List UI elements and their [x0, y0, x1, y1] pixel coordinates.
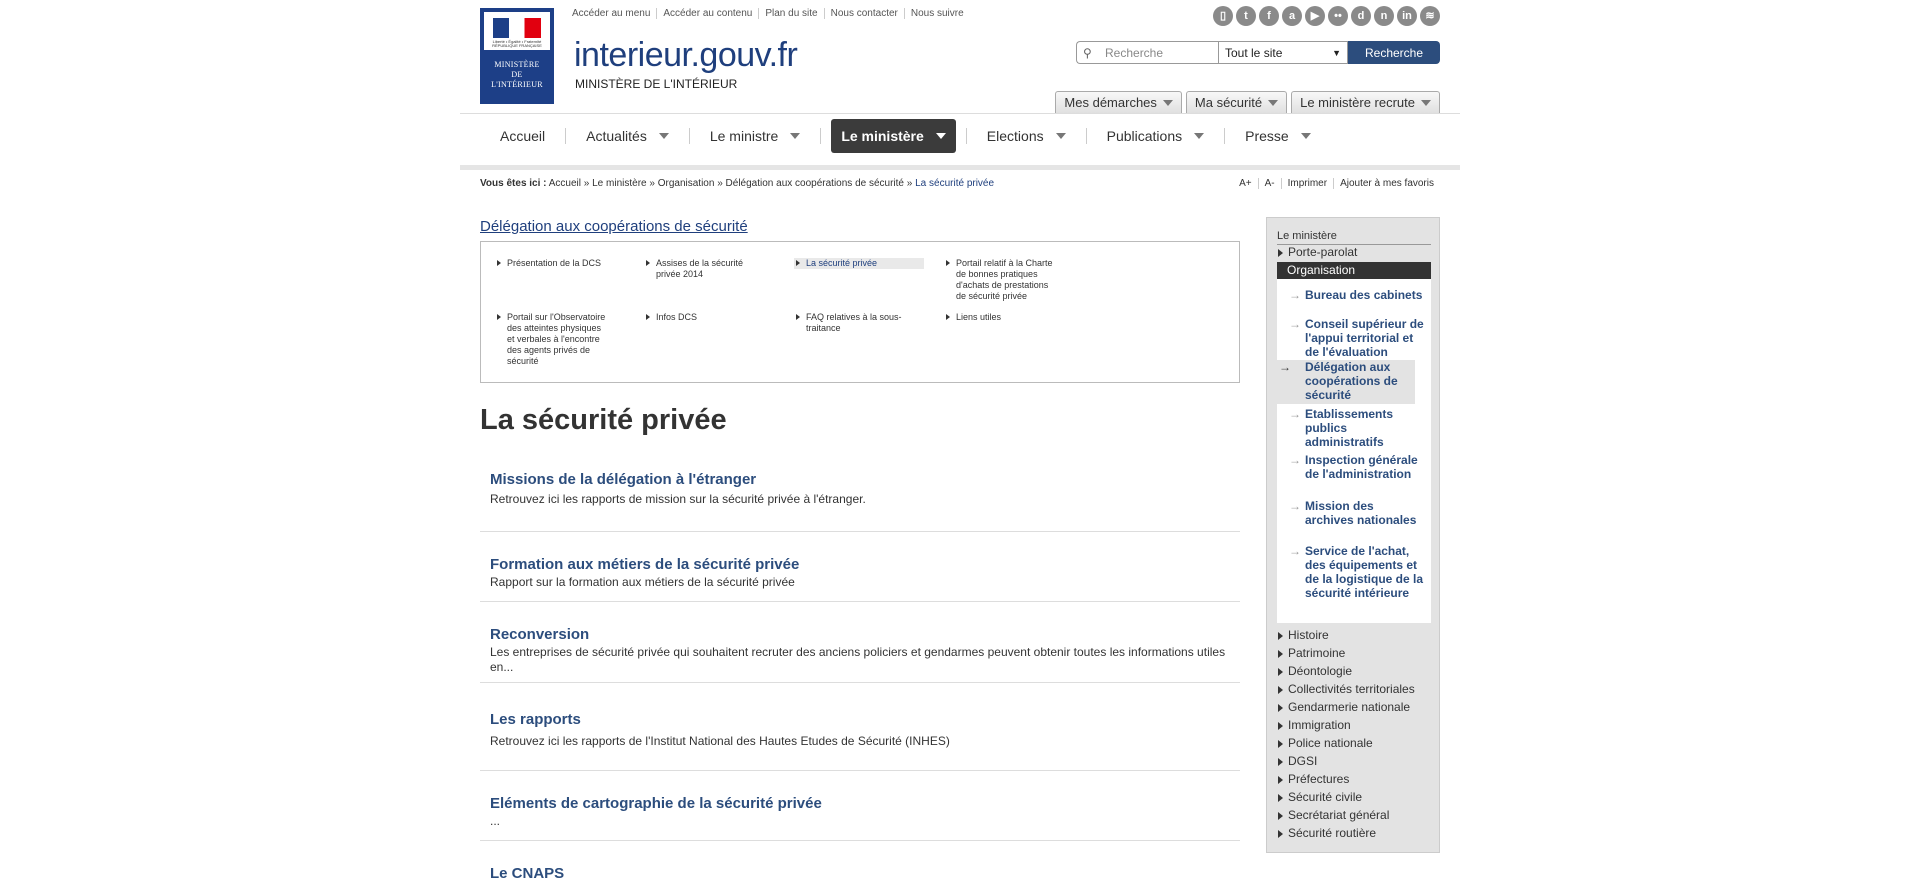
- caret-down-icon: [1421, 100, 1431, 106]
- nav-elections[interactable]: [977, 119, 1076, 153]
- tab-label: Ma sécurité: [1194, 95, 1263, 110]
- caret-down-icon: [1194, 133, 1204, 139]
- list-item: [480, 711, 1240, 771]
- entry-description: ...: [490, 814, 501, 828]
- section-title[interactable]: Délégation aux coopérations de sécurité: [480, 218, 748, 235]
- sidebar-subitem-label: Bureau des cabinets: [1305, 288, 1423, 302]
- arrow-right-icon: →: [1289, 544, 1301, 558]
- sidebar-item[interactable]: Sécurité routière: [1277, 826, 1376, 840]
- sidebar-submenu: [1277, 279, 1431, 623]
- submenu-item[interactable]: Portail sur l'Observatoire des atteintes physiques et verbales à l'encontre des agents privés de sécurité: [495, 312, 610, 367]
- sidebar-subitem[interactable]: [1289, 499, 1424, 527]
- nav-le-ministere[interactable]: [831, 119, 955, 153]
- sidebar-subitem[interactable]: [1289, 544, 1424, 600]
- dailymotion-icon[interactable]: d: [1351, 6, 1371, 26]
- sidebar-item[interactable]: Porte-parolat: [1277, 245, 1357, 259]
- page-wrapper: [460, 0, 1460, 895]
- twitter-icon[interactable]: t: [1236, 6, 1256, 26]
- breadcrumb-current: La sécurité privée: [915, 178, 995, 189]
- arrow-right-icon: →: [1289, 453, 1301, 467]
- list-item: [480, 865, 1240, 895]
- list-item: [480, 471, 1240, 532]
- sidebar-item[interactable]: Collectivités territoriales: [1277, 682, 1415, 696]
- sidebar-item[interactable]: Déontologie: [1277, 664, 1352, 678]
- tab-ma-securite[interactable]: [1186, 91, 1287, 113]
- entry-description: Retrouvez ici les rapports de mission sur la sécurité privée à l'étranger.: [490, 492, 866, 506]
- search-scope-select[interactable]: [1218, 41, 1348, 64]
- entry-title[interactable]: Eléments de cartographie de la sécurité privée: [490, 795, 822, 812]
- list-item: [480, 556, 1240, 602]
- sidebar-item[interactable]: Police nationale: [1277, 736, 1373, 750]
- nav-label: Presse: [1245, 128, 1289, 144]
- nav-separator: [1224, 128, 1225, 144]
- tab-label: Le ministère recrute: [1300, 95, 1415, 110]
- sidebar-item[interactable]: Immigration: [1277, 718, 1351, 732]
- submenu-item[interactable]: Portail relatif à la Charte de bonnes pratiques d'achats de prestations de sécurité privée: [944, 258, 1059, 302]
- print-button[interactable]: Imprimer: [1281, 178, 1333, 189]
- link-contact[interactable]: Nous contacter: [824, 8, 904, 19]
- entry-description: Retrouvez ici les rapports de l'Institut National des Hautes Etudes de Sécurité (INHES): [490, 734, 950, 748]
- sidebar-subitem-label: Conseil supérieur de l'appui territorial et de l'évaluation: [1305, 317, 1424, 359]
- breadcrumb-link[interactable]: Délégation aux coopérations de sécurité: [725, 178, 904, 189]
- entry-title[interactable]: Les rapports: [490, 711, 581, 728]
- caret-down-icon: [1056, 133, 1066, 139]
- sidebar-subitem-label: Délégation aux coopérations de sécurité: [1305, 360, 1398, 402]
- nav-label: Publications: [1106, 128, 1183, 144]
- submenu-item-selected[interactable]: La sécurité privée: [794, 258, 924, 269]
- android-icon[interactable]: a: [1282, 6, 1302, 26]
- nav-label: Elections: [986, 128, 1044, 144]
- sidebar-item-current[interactable]: Organisation: [1277, 262, 1431, 279]
- search-icon: ⚲: [1083, 45, 1092, 60]
- logo-line: MINISTÈRE: [494, 60, 540, 69]
- rss-icon[interactable]: ≋: [1420, 6, 1440, 26]
- arrow-right-icon: →: [1289, 288, 1301, 302]
- french-flag-icon: [493, 18, 541, 38]
- font-increase-button[interactable]: A+: [1239, 178, 1252, 189]
- facebook-icon[interactable]: f: [1259, 6, 1279, 26]
- search-placeholder: Recherche: [1105, 45, 1164, 60]
- mobile-icon[interactable]: ▯: [1213, 6, 1233, 26]
- page-title: La sécurité privée: [480, 404, 727, 436]
- search-scope-value: Tout le site: [1225, 45, 1283, 60]
- caret-down-icon: [936, 133, 946, 139]
- nav-separator: [1086, 128, 1087, 144]
- youtube-icon[interactable]: ▶: [1305, 6, 1325, 26]
- add-favorite-button[interactable]: Ajouter à mes favoris: [1333, 178, 1440, 189]
- submenu-item[interactable]: FAQ relatives à la sous-traitance: [794, 312, 909, 334]
- ministry-logo[interactable]: [480, 8, 554, 104]
- caret-down-icon: [659, 133, 669, 139]
- entry-title[interactable]: Le CNAPS: [490, 865, 565, 882]
- caret-down-icon: [790, 133, 800, 139]
- netvibes-icon[interactable]: n: [1374, 6, 1394, 26]
- tab-label: Mes démarches: [1064, 95, 1157, 110]
- submenu-item[interactable]: Assises de la sécurité privée 2014: [644, 258, 759, 280]
- list-item: [480, 795, 1240, 841]
- accessibility-links: [572, 8, 970, 19]
- entry-title[interactable]: Missions de la délégation à l'étranger: [490, 471, 757, 488]
- nav-presse[interactable]: [1235, 119, 1321, 153]
- entry-title[interactable]: Formation aux métiers de la sécurité privée: [490, 556, 800, 573]
- sidebar-item[interactable]: Secrétariat général: [1277, 808, 1389, 822]
- submenu-item[interactable]: Infos DCS: [644, 312, 759, 323]
- nav-label: Actualités: [586, 128, 647, 144]
- sidebar-item[interactable]: Patrimoine: [1277, 646, 1345, 660]
- nav-publications[interactable]: [1097, 119, 1215, 153]
- breadcrumb-link[interactable]: Accueil: [548, 178, 581, 189]
- entry-title[interactable]: Reconversion: [490, 626, 590, 643]
- sidebar-subitem-label: Etablissements publics administratifs: [1305, 407, 1394, 449]
- list-item: [480, 626, 1240, 683]
- sidebar-heading[interactable]: Le ministère: [1277, 230, 1337, 242]
- link-content[interactable]: Accéder au contenu: [656, 8, 758, 19]
- tab-mes-demarches[interactable]: [1055, 91, 1181, 113]
- search-button[interactable]: Recherche: [1348, 41, 1440, 64]
- arrow-right-icon: →: [1289, 317, 1301, 331]
- nav-separator: [565, 128, 566, 144]
- sidebar-subitem-label: Mission des archives nationales: [1305, 499, 1417, 527]
- arrow-right-icon: →: [1289, 407, 1301, 421]
- caret-down-icon: [1268, 100, 1278, 106]
- nav-label: Accueil: [500, 128, 546, 144]
- sidebar-subitem[interactable]: [1289, 453, 1424, 481]
- sidebar-item[interactable]: Histoire: [1277, 628, 1329, 642]
- linkedin-icon[interactable]: in: [1397, 6, 1417, 26]
- sidebar-subitem-label: Inspection générale de l'administration: [1305, 453, 1418, 481]
- section-submenu: [480, 241, 1240, 383]
- nav-separator: [820, 128, 821, 144]
- arrow-right-icon: →: [1289, 499, 1301, 513]
- sidebar-item[interactable]: Gendarmerie nationale: [1277, 700, 1410, 714]
- caret-down-icon: [1163, 100, 1173, 106]
- nav-separator: [966, 128, 967, 144]
- breadcrumb-prefix: Vous êtes ici :: [480, 178, 547, 189]
- nav-actualites[interactable]: [576, 119, 679, 153]
- font-decrease-button[interactable]: A-: [1258, 178, 1281, 189]
- nav-label: Le ministère: [841, 128, 924, 144]
- site-subtitle: MINISTÈRE DE L'INTÉRIEUR: [575, 77, 738, 91]
- link-sitemap[interactable]: Plan du site: [758, 8, 823, 19]
- marianne-emblem: [484, 12, 550, 50]
- nav-accueil[interactable]: [490, 119, 555, 153]
- chevron-down-icon: ▼: [1332, 47, 1341, 58]
- site-title[interactable]: interieur.gouv.fr: [574, 36, 798, 74]
- page-tools: [1233, 178, 1440, 189]
- search-bar: [1076, 41, 1440, 64]
- logo-motto: Liberté • Égalité • Fraternité RÉPUBLIQUE FRANÇAISE: [492, 39, 542, 48]
- nav-label: Le ministre: [709, 128, 779, 144]
- tab-ministere-recrute[interactable]: [1291, 91, 1440, 113]
- nav-separator: [689, 128, 690, 144]
- breadcrumb: Vous êtes ici : Accueil » Le ministère » Organisation » Délégation aux coopérations de sécurité » La sécurité privée: [480, 178, 995, 189]
- sidebar-item[interactable]: Préfectures: [1277, 772, 1349, 786]
- quick-tabs: [1055, 91, 1440, 113]
- sidebar-subitem[interactable]: [1289, 288, 1424, 302]
- link-menu[interactable]: Accéder au menu: [572, 8, 651, 19]
- breadcrumb-link[interactable]: Le ministère: [592, 178, 647, 189]
- main-nav: [460, 113, 1460, 164]
- sidebar-subitem-selected[interactable]: [1277, 360, 1415, 404]
- submenu-item[interactable]: Liens utiles: [944, 312, 1059, 323]
- sidebar-subitem-label: Service de l'achat, des équipements et de la logistique de la sécurité intérieure: [1305, 544, 1424, 600]
- entry-description: Les entreprises de sécurité privée qui souhaitent recruter des anciens policiers et gendarmes peuvent obtenir toutes les informations utiles en...: [490, 645, 1226, 674]
- logo-line: DE: [511, 70, 523, 79]
- nav-le-ministre[interactable]: [700, 119, 810, 153]
- breadcrumb-link[interactable]: Organisation: [657, 178, 715, 189]
- sidebar-subitem[interactable]: [1289, 407, 1424, 449]
- logo-line: L'INTÉRIEUR: [491, 80, 543, 89]
- caret-down-icon: [1301, 133, 1311, 139]
- search-input[interactable]: [1076, 41, 1218, 64]
- sidebar-item[interactable]: DGSI: [1277, 754, 1317, 768]
- sidebar: [1266, 217, 1440, 853]
- sidebar-subitem[interactable]: [1289, 317, 1424, 359]
- sidebar-item[interactable]: Sécurité civile: [1277, 790, 1362, 804]
- arrow-right-icon: →: [1279, 360, 1291, 374]
- link-follow[interactable]: Nous suivre: [904, 8, 970, 19]
- social-icons: [1213, 6, 1440, 26]
- logo-ministry-name: [480, 60, 554, 90]
- entry-description: Rapport sur la formation aux métiers de la sécurité privée: [490, 575, 795, 589]
- flickr-icon[interactable]: ••: [1328, 6, 1348, 26]
- submenu-item[interactable]: Présentation de la DCS: [495, 258, 610, 269]
